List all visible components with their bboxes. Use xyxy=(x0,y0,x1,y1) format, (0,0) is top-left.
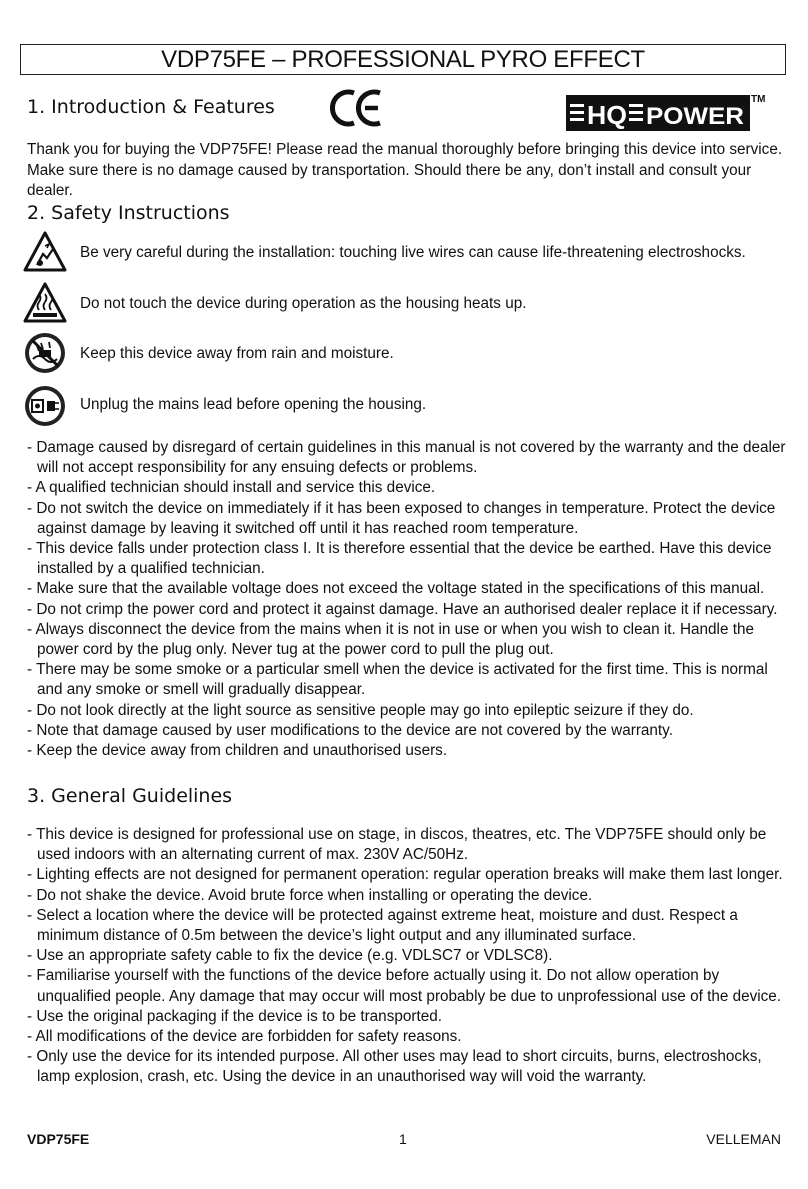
list-item: - Use the original packaging if the device is to be transported. xyxy=(27,1007,442,1025)
keep-dry-icon xyxy=(23,331,67,375)
electric-shock-warning-icon xyxy=(23,230,67,274)
section-1-heading: 1. Introduction & Features xyxy=(27,96,275,118)
list-item: - Damage caused by disregard of certain guidelines in this manual is not covered by the warranty and the dealer will not accept responsibility for any ensuing defects or problems. xyxy=(27,439,786,477)
list-item: - Note that damage caused by user modifications to the device are not covered by the warranty. xyxy=(27,721,673,739)
svg-text:HQ: HQ xyxy=(587,100,627,130)
footer-brand: VELLEMAN xyxy=(706,1131,781,1147)
section-2-heading: 2. Safety Instructions xyxy=(27,202,230,224)
safety-text-shock: Be very careful during the installation: touching live wires can cause life-threatening electroshocks. xyxy=(80,244,746,261)
footer-model: VDP75FE xyxy=(27,1131,90,1147)
list-item: - Use an appropriate safety cable to fix the device (e.g. VDLSC7 or VDLSC8). xyxy=(27,947,553,965)
list-item: - Make sure that the available voltage does not exceed the voltage stated in the specifications of this manual. xyxy=(27,580,765,598)
list-item: - This device is designed for professional use on stage, in discos, theatres, etc. The VDP75FE should only be used indoors with an alternating current of max. 230V AC/50Hz. xyxy=(27,826,767,864)
ce-mark-icon xyxy=(330,88,384,128)
list-item: - This device falls under protection class I. It is therefore essential that the device be earthed. Have this device installed by a qualified technician. xyxy=(27,540,772,578)
list-item: - Lighting effects are not designed for permanent operation: regular operation breaks will make them last longer. xyxy=(27,866,783,884)
unplug-icon xyxy=(23,384,67,428)
hq-power-logo xyxy=(566,95,750,131)
hot-surface-warning-icon xyxy=(23,281,67,325)
list-item: - Select a location where the device will be protected against extreme heat, moisture and dust. Respect a minimum distance of 0.5m between the device’s light output and any illuminated surface. xyxy=(27,906,738,945)
list-item: - All modifications of the device are forbidden for safety reasons. xyxy=(27,1028,462,1046)
list-item: - There may be some smoke or a particular smell when the device is activated for the first time. This is normal and any smoke or smell will gradually disappear. xyxy=(27,661,768,699)
footer-page-number: 1 xyxy=(399,1131,407,1147)
list-item: - A qualified technician should install and service this device. xyxy=(27,479,436,497)
safety-text-unplug: Unplug the mains lead before opening the housing. xyxy=(80,396,427,413)
trademark-symbol: TM xyxy=(751,94,766,105)
document-title: VDP75FE – PROFESSIONAL PYRO EFFECT xyxy=(20,44,786,75)
svg-text:POWER: POWER xyxy=(646,103,744,130)
guidelines-bullet-list xyxy=(27,825,787,1088)
safety-text-moisture: Keep this device away from rain and moisture. xyxy=(80,345,394,362)
list-item: - Do not switch the device on immediately if it has been exposed to changes in temperature. Protect the device against damage by leaving it switched off until it has reached room temperature. xyxy=(27,499,776,537)
list-item: - Familiarise yourself with the functions of the device before actually using it. Do not allow operation by unqualified people. Any damage that may occur will most probably be due to unprofessional use of the device. xyxy=(27,967,782,1005)
safety-text-heat: Do not touch the device during operation as the housing heats up. xyxy=(80,295,527,312)
list-item: - Do not crimp the power cord and protect it against damage. Have an authorised dealer replace it if necessary. xyxy=(27,600,778,618)
section-3-heading: 3. General Guidelines xyxy=(27,785,233,807)
intro-paragraph: Thank you for buying the VDP75FE! Please read the manual thoroughly before bringing this device into service. Make sure there is no damage caused by transportation. Should there be any, don’t install and consult your dealer. xyxy=(27,141,783,199)
list-item: - Do not look directly at the light source as sensitive people may go into epileptic seizure if they do. xyxy=(27,701,694,719)
list-item: - Only use the device for its intended purpose. All other uses may lead to short circuits, burns, electroshocks, lamp explosion, crash, etc. Using the device in an unauthorised way will void the warranty. xyxy=(27,1048,762,1086)
list-item: - Keep the device away from children and unauthorised users. xyxy=(27,742,448,760)
list-item: - Always disconnect the device from the mains when it is not in use or when you wish to clean it. Handle the power cord by the plug only. Never tug at the power cord to pull the plug out. xyxy=(27,620,754,659)
list-item: - Do not shake the device. Avoid brute force when installing or operating the device. xyxy=(27,886,593,904)
safety-bullet-list xyxy=(27,438,787,761)
